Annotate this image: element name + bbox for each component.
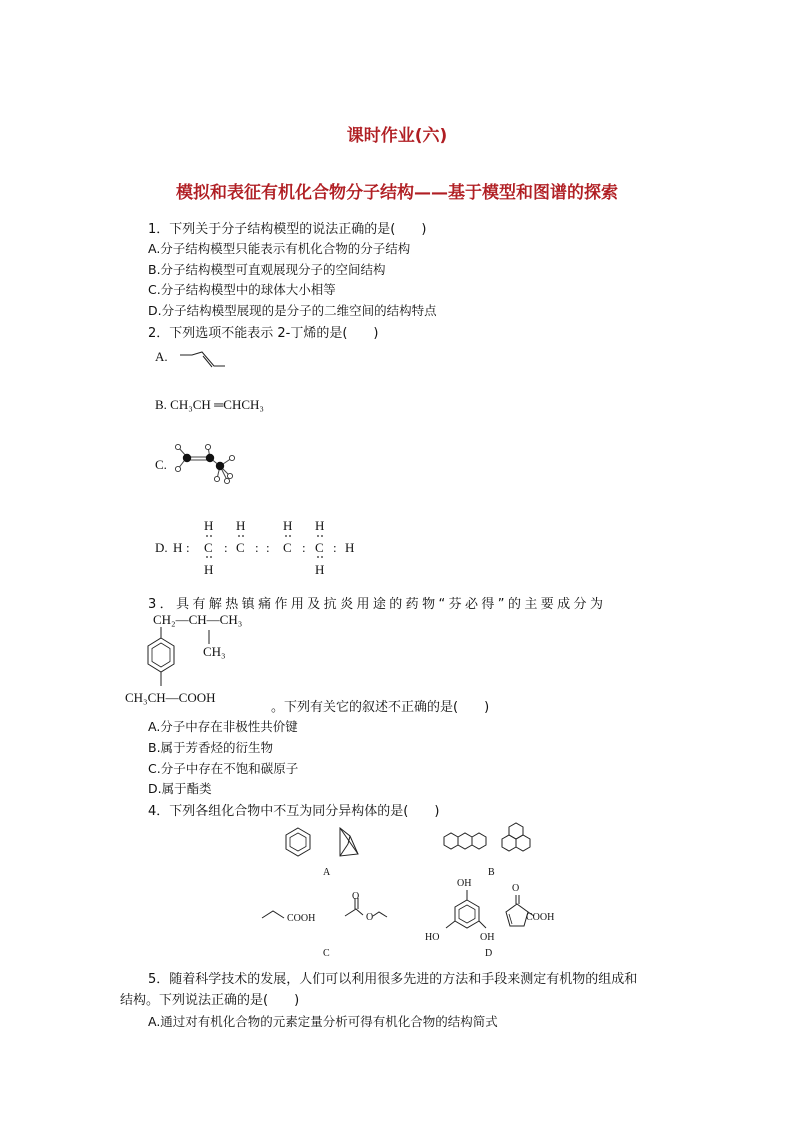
q2-option-b: B. CH₃CH ═CHCH₃ [155,397,264,412]
q2-d-h-top-1: H [204,518,214,533]
q2-d-c4: C [315,540,324,555]
q2-d-colon-5: : [302,540,306,555]
q4-b-structures [436,822,536,862]
q3-stem-tail: 。下列有关它的叙述不正确的是( ) [271,700,490,715]
q4-label-b: B [488,867,495,878]
q2-option-c-ball-stick-model [170,438,250,488]
q2-d-c3: C [283,540,292,555]
q3-struct-mid: CH₃ [203,644,226,659]
q5-option-a: A.通过对有机化合物的元素定量分析可得有机化合物的结构简式 [148,1014,498,1029]
q2-d-c1: C [204,540,213,555]
q4-d-phloroglucinol [440,890,500,938]
q2-option-a-label: A. [155,349,168,364]
q2-d-h-top-2: H [236,518,246,533]
q3-option-d: D.属于酯类 [148,781,212,796]
q2-d-h-top-3: H [283,518,293,533]
q4-d-ho-left: HO [425,932,440,943]
q2-d-colon-6: : [333,540,337,555]
q4-d-ketone-o: O [512,883,520,894]
q2-d-colon-2: : [224,540,228,555]
q3-stem: 3．具有解热镇痛作用及抗炎用途的药物“芬必得”的主要成分为 [148,597,607,612]
q4-label-c: C [323,948,330,959]
q2-d-c2: C [236,540,245,555]
q4-label-d: D [485,948,493,959]
q2-d-h-bottom-2: H [315,562,325,577]
q4-stem: 4．下列各组化合物中不互为同分异构体的是( ) [148,804,440,819]
q4-c-left-cooh: COOH [287,913,316,924]
q2-option-a-skeletal-formula [178,350,228,372]
q2-d-colon-1: : [186,540,190,555]
q1-stem: 1．下列关于分子结构模型的说法正确的是( ) [148,222,427,237]
q1-option-a: A.分子结构模型只能表示有机化合物的分子结构 [148,241,411,256]
q4-a-structures [284,826,364,860]
q4-c-right-carbonyl-o: O [352,891,360,902]
q2-d-colon-3: : [255,540,259,555]
q2-d-h-bottom-1: H [204,562,214,577]
q3-option-a: A.分子中存在非极性共价键 [148,719,298,734]
q3-struct-bottom: CH₃CH—COOH [125,690,216,705]
q1-option-d: D.分子结构模型展现的是分子的二维空间的结构特点 [148,303,437,318]
q2-d-h-top-4: H [315,518,325,533]
page-subtitle: 模拟和表征有机化合物分子结构——基于模型和图谱的探索 [176,183,618,203]
q1-option-c: C.分子结构模型中的球体大小相等 [148,282,336,297]
q5-stem-line1: 5．随着科学技术的发展，人们可以利用很多先进的方法和手段来测定有机物的组成和 [148,972,638,987]
q3-option-c: C.分子中存在不饱和碳原子 [148,761,299,776]
q1-option-b: B.分子结构模型可直观展现分子的空间结构 [148,262,386,277]
q2-d-h-left: H [173,540,183,555]
q4-label-a: A [323,867,331,878]
q3-option-b: B.属于芳香烃的衍生物 [148,740,274,755]
q2-d-colon-4: : [266,540,270,555]
q2-stem: 2．下列选项不能表示 2-丁烯的是( ) [148,326,379,341]
q2-option-c-label: C. [155,457,167,472]
q2-option-d-label: D. [155,540,168,555]
q4-d-oh-top: OH [457,878,472,889]
q4-d-cooh: COOH [526,912,555,923]
q3-struct-top: CH₂—CH—CH₃ [153,612,243,627]
q4-c-right-ester-o: O [366,912,374,923]
q2-d-h-right: H [345,540,355,555]
q5-stem-line2: 结构。下列说法正确的是( ) [120,993,300,1008]
q4-d-oh-right: OH [480,932,495,943]
q2-d-electron-dots [200,534,330,564]
page-title: 课时作业(六) [346,126,448,146]
q3-benzene-ring [140,624,220,696]
